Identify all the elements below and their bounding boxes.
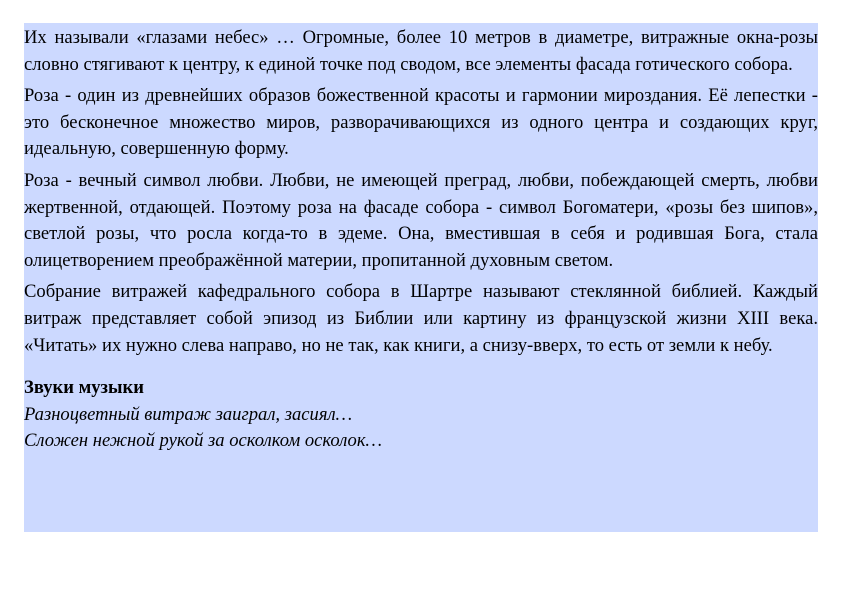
- text-block: [24, 23, 818, 532]
- paragraph-rose-beauty: Роза - один из древнейших образов божественной красоты и гармонии мироздания. Её лепестки - это бесконечное множество миров, разворачивающихся из одного центра и создающих круг, идеальную, совершенную форму.: [24, 85, 818, 160]
- paragraph-chartres-windows: Собрание витражей кафедрального собора в Шартре называют стеклянной библией. Каждый витраж представляет собой эпизод из Библии или картину из французской жизни XIII века. «Читать» их нужно слева направо, но не так, как книги, а снизу-вверх, то есть от земли к небу.: [24, 281, 818, 356]
- poem-line: Сложен нежной рукой за осколком осколок…: [24, 430, 383, 452]
- paragraph-eyes-of-heaven: Их называли «глазами небес» … Огромные, более 10 метров в диаметре, витражные окна-розы словно стягивают к центру, к единой точке под сводом, все элементы фасада готического собора.: [24, 27, 818, 75]
- poem-line: Разноцветный витраж заиграл, засиял…: [24, 403, 353, 425]
- poem-title: Звуки музыки: [24, 377, 144, 399]
- paragraph-rose-love: Роза - вечный символ любви. Любви, не имеющей преград, любви, побеждающей смерть, любви жертвенной, отдающей. Поэтому роза на фасаде собора - символ Богоматери, «розы без шипов», светлой розы, что росла когда-то в эдеме. Она, вместившая в себя и родившая Бога, стала олицетворением преображённой материи, пропитанной духовным светом.: [24, 169, 818, 271]
